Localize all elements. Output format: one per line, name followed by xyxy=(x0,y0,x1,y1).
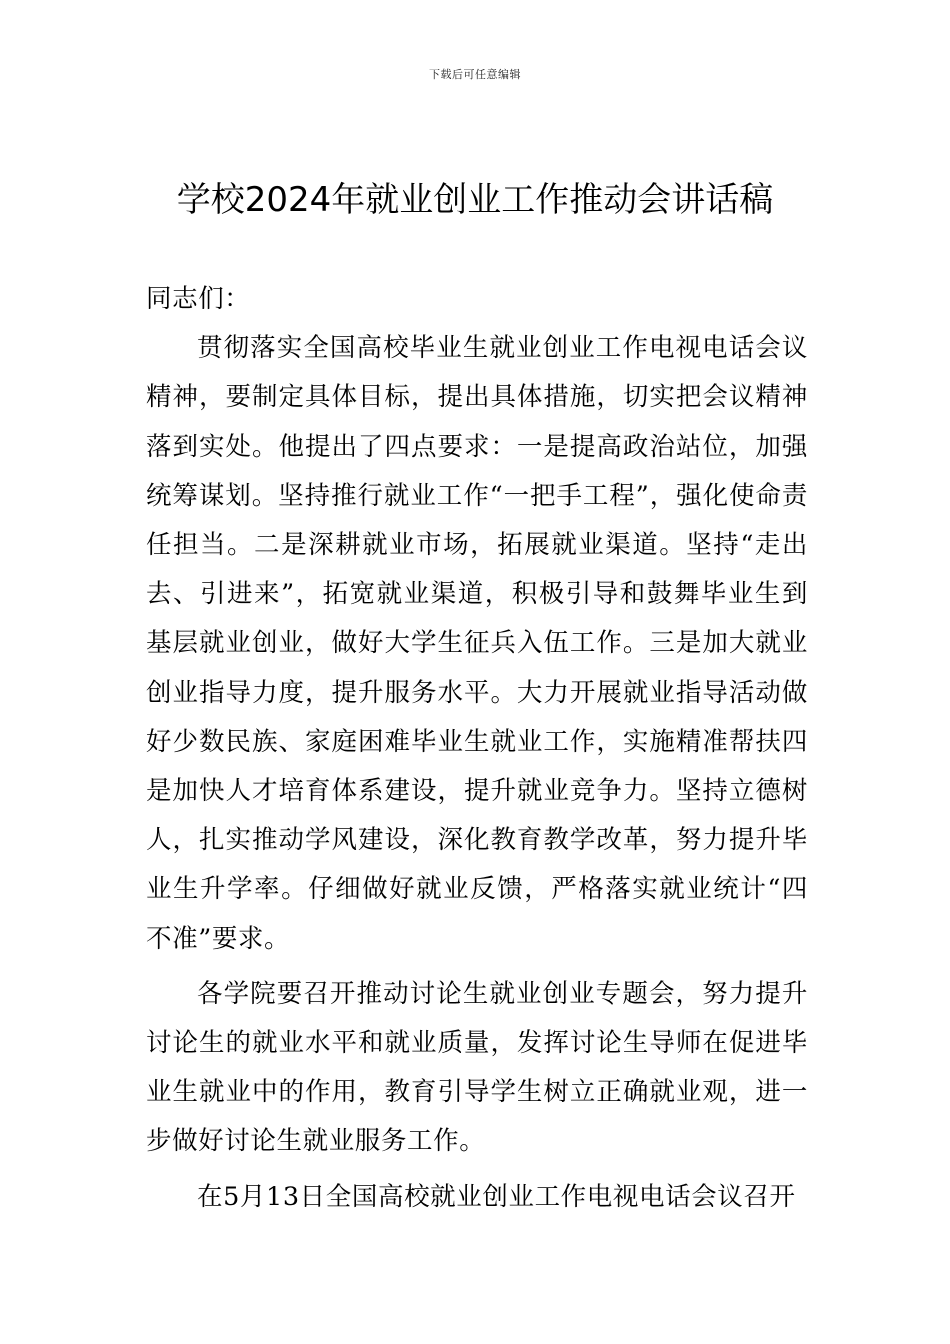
paragraph-1: 贯彻落实全国高校毕业生就业创业工作电视电话会议精神，要制定具体目标，提出具体措施，切实把会议精神落到实处。他提出了四点要求：一是提高政治站位，加强统筹谋划。坚持推行就业工作“一把手工程”，强化使命责任担当。二是深耕就业市场，拓展就业渠道。坚持“走出去、引进来”，拓宽就业渠道，积极引导和鼓舞毕业生到基层就业创业，做好大学生征兵入伍工作。三是加大就业创业指导力度，提升服务水平。大力开展就业指导活动做好少数民族、家庭困难毕业生就业工作，实施精准帮扶四是加快人才培育体系建设，提升就业竞争力。坚持立德树人，扎实推动学风建设，深化教育教学改革，努力提升毕业生升学率。仔细做好就业反馈，严格落实就业统计“四不准”要求。 xyxy=(146,333,808,954)
salutation: 同志们： xyxy=(146,284,251,314)
header-note: 下载后可任意编辑 xyxy=(429,68,521,81)
document-title: 学校2024年就业创业工作推动会讲话稿 xyxy=(176,180,774,220)
document-body xyxy=(146,275,808,1222)
paragraph-2: 各学院要召开推动讨论生就业创业专题会，努力提升讨论生的就业水平和就业质量，发挥讨论生导师在促进毕业生就业中的作用，教育引导学生树立正确就业观，进一步做好讨论生就业服务工作。 xyxy=(146,978,808,1157)
paragraph-3: 在5月13日全国高校就业创业工作电视电话会议召开 xyxy=(197,1181,796,1212)
